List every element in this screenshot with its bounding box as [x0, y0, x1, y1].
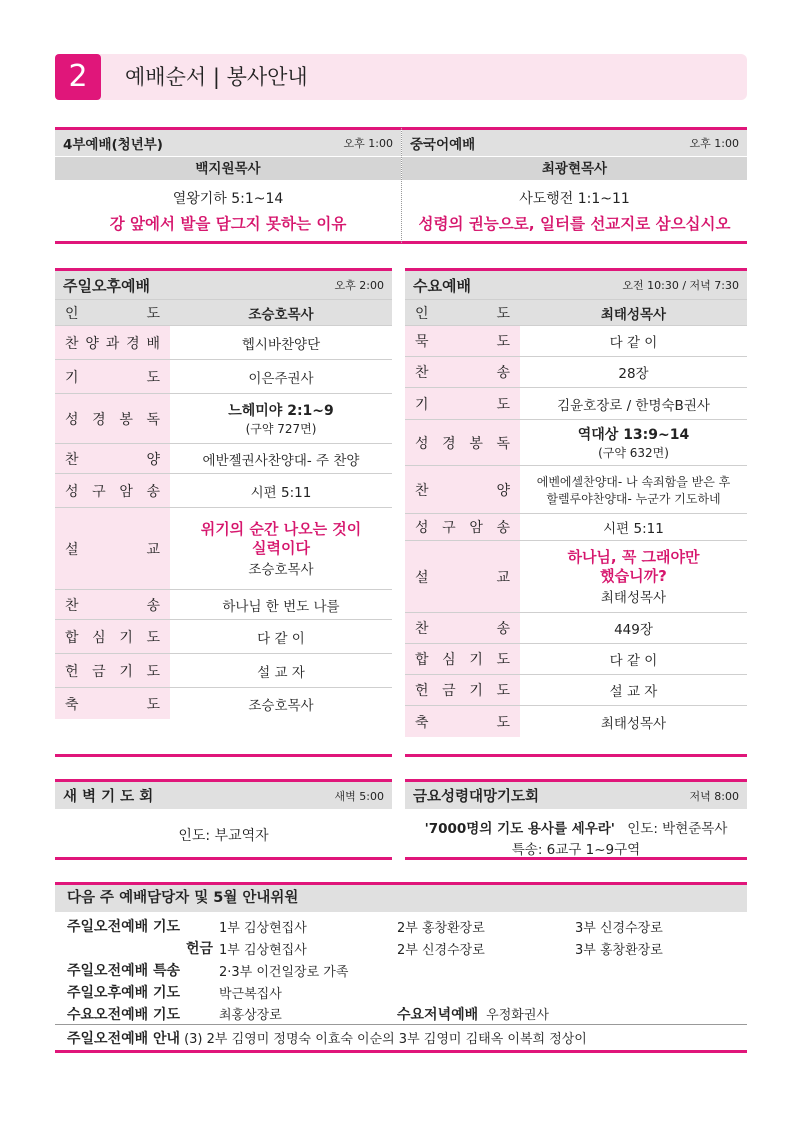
next-week-cell: 최홍상장로	[219, 1008, 282, 1023]
order-label-char: 헌	[65, 663, 79, 680]
order-value	[520, 326, 747, 356]
order-label-char: 찬	[65, 597, 79, 614]
order-value-sub: (구약 632면)	[598, 446, 669, 460]
next-week-cell: 3부 신경수장로	[575, 920, 663, 936]
order-row	[405, 674, 747, 705]
next-week-cell: 2부 홍창환장로	[397, 920, 485, 936]
order-value-text: 최태성목사	[600, 306, 667, 323]
next-week-line-5	[55, 1003, 747, 1025]
next-week-line-1	[67, 915, 747, 937]
next-week-cell: (3) 2부 김영미 정명숙 이효숙 이순의 3부 김영미 김태옥 이복희 정상이	[184, 1032, 587, 1047]
order-label-char: 도	[496, 334, 510, 350]
order-label-char: 기	[119, 663, 133, 680]
dawn-prayer-leader: 인도: 부교역자	[178, 828, 269, 844]
order-label-char: 송	[496, 365, 510, 381]
next-week-cell: 2부 신경수장로	[397, 942, 485, 958]
order-label-char: 송	[146, 483, 160, 500]
order-label-char: 송	[496, 621, 510, 637]
order-row	[55, 359, 392, 393]
friday-prayer-title: 금요성령대망기도회	[413, 789, 540, 805]
order-value	[170, 360, 392, 393]
order-row	[405, 387, 747, 419]
friday-prayer-theme: '7000명의 기도 용사를 세우라'	[424, 821, 615, 837]
next-week-section	[55, 882, 747, 1053]
order-label	[55, 654, 170, 687]
order-label-char: 합	[65, 629, 79, 646]
order-label-char: 독	[496, 435, 510, 452]
next-week-line-2	[67, 937, 747, 959]
order-label-char: 양	[85, 335, 99, 352]
next-week-cell: 1부 김상현집사	[219, 920, 307, 936]
order-label-char: 교	[496, 569, 510, 586]
order-value	[170, 620, 392, 653]
order-label-char: 송	[146, 597, 160, 614]
order-row	[55, 619, 392, 653]
order-row	[55, 507, 392, 589]
order-value	[520, 541, 747, 612]
order-label-char: 성	[415, 520, 429, 536]
order-value-text: 449장	[614, 622, 653, 638]
order-value	[170, 508, 392, 589]
order-row	[405, 705, 747, 737]
youth-scripture: 열왕기하 5:1~14	[172, 191, 284, 207]
order-label-char: 경	[442, 435, 456, 452]
order-label	[55, 360, 170, 393]
order-label-char: 성	[65, 483, 79, 500]
order-value	[170, 654, 392, 687]
order-label	[405, 420, 520, 465]
friday-prayer-line	[405, 817, 747, 837]
dawn-prayer-time: 새벽 5:00	[334, 789, 384, 803]
order-label	[55, 620, 170, 653]
wednesday-service	[405, 268, 747, 757]
order-label	[405, 388, 520, 419]
wednesday-time: 오전 10:30 / 저녁 7:30	[622, 279, 739, 292]
order-label-char: 암	[119, 483, 133, 500]
order-row	[405, 540, 747, 612]
order-value-text: 조승호목사	[248, 306, 314, 323]
chinese-service-title: 중국어예배	[410, 137, 476, 153]
order-value-text: 다 같 이	[609, 653, 658, 669]
order-value	[520, 644, 747, 674]
order-row	[55, 589, 392, 619]
youth-service-time: 오후 1:00	[343, 137, 393, 150]
dawn-prayer-box	[55, 779, 392, 860]
order-value-text: 헵시바찬양단	[241, 336, 321, 353]
order-label	[405, 644, 520, 674]
next-week-line-3	[67, 959, 747, 981]
order-label-char: 성	[65, 411, 79, 428]
order-label-char: 도	[146, 663, 160, 680]
next-week-cell: 1부 김상현집사	[219, 942, 307, 958]
order-row	[405, 299, 747, 325]
order-label-char: 찬	[415, 365, 429, 381]
next-week-label: 헌금	[185, 941, 213, 957]
order-label-char: 인	[415, 305, 429, 322]
sermon-title: 위기의 순간 나오는 것이	[200, 519, 362, 538]
order-value	[170, 394, 392, 443]
order-label-char: 묵	[415, 334, 429, 350]
order-row	[55, 653, 392, 687]
youth-service-title: 4부예배(청년부)	[63, 137, 163, 153]
order-value	[520, 675, 747, 705]
friday-prayer-leader: 인도: 박현준목사	[627, 821, 728, 837]
order-label-char: 기	[469, 652, 483, 668]
next-week-label: 주일오전예배 안내	[67, 1030, 181, 1047]
next-week-line-4	[67, 981, 747, 1003]
order-label-char: 과	[105, 335, 120, 352]
sunday-pm-time: 오후 2:00	[334, 279, 384, 292]
friday-prayer-special: 특송: 6교구 1~9구역	[511, 842, 641, 858]
order-label-char: 설	[415, 569, 429, 586]
order-row	[405, 419, 747, 465]
order-label	[55, 394, 170, 443]
order-label	[405, 613, 520, 643]
order-row	[405, 325, 747, 356]
next-week-cell: 2·3부 이건일장로 가족	[219, 964, 349, 980]
order-label-char: 경	[126, 335, 140, 352]
order-value	[170, 444, 392, 473]
order-label-char: 심	[92, 629, 106, 646]
order-label-char: 기	[119, 629, 133, 646]
order-row	[405, 513, 747, 540]
order-value-text: 설 교 자	[257, 664, 305, 681]
wednesday-header	[405, 271, 747, 299]
order-label-char: 찬	[65, 451, 79, 468]
sermon-title: 하나님, 꼭 그래야만	[567, 547, 700, 566]
order-label-char: 금	[442, 683, 456, 699]
order-row	[405, 612, 747, 643]
sunday-pm-service	[55, 268, 392, 757]
order-label-char: 양	[146, 451, 160, 468]
order-label	[55, 444, 170, 473]
next-week-label: 수요저녁예배	[397, 1006, 479, 1023]
youth-sermon: 강 앞에서 발을 담그지 못하는 이유	[109, 215, 347, 233]
sunday-pm-header	[55, 271, 392, 299]
wednesday-title: 수요예배	[413, 276, 471, 295]
next-week-line-6	[67, 1025, 747, 1050]
order-label-char: 도	[146, 629, 160, 646]
order-label	[55, 474, 170, 507]
order-value	[170, 688, 392, 719]
order-label-char: 헌	[415, 683, 429, 699]
order-label	[55, 508, 170, 589]
order-label	[55, 590, 170, 619]
section-header	[55, 54, 747, 100]
chinese-scripture: 사도행전 1:1~11	[519, 191, 630, 207]
order-value-text: 조승호목사	[248, 697, 314, 714]
order-value-text: 이은주권사	[248, 370, 314, 387]
chinese-preacher: 최광현목사	[402, 156, 747, 180]
order-label-char: 도	[146, 696, 160, 713]
order-label-char: 성	[415, 435, 429, 452]
order-value-text: 조승호목사	[248, 561, 314, 578]
order-label	[405, 706, 520, 737]
dawn-prayer-header	[55, 782, 392, 809]
order-label	[55, 326, 170, 359]
order-value	[170, 590, 392, 619]
order-value-text: 하나님 한 번도 나를	[222, 598, 340, 615]
order-label-char: 도	[496, 396, 510, 413]
order-value	[170, 326, 392, 359]
order-label-char: 도	[146, 305, 160, 322]
chinese-service-header	[402, 130, 747, 156]
order-label-char: 축	[415, 714, 429, 731]
next-week-cell: 3부 홍창환장로	[575, 942, 663, 958]
order-label-char: 찬	[65, 335, 79, 352]
order-label-char: 기	[65, 369, 79, 386]
order-label-char: 암	[469, 520, 483, 536]
order-label-char: 찬	[415, 482, 429, 499]
order-label	[405, 675, 520, 705]
next-week-cell: 우정화권사	[486, 1008, 549, 1023]
order-label-char: 도	[496, 683, 510, 699]
order-label	[55, 688, 170, 719]
order-label-char: 심	[442, 652, 456, 668]
order-label	[405, 541, 520, 612]
order-label	[405, 514, 520, 540]
chinese-service-box	[401, 127, 747, 244]
order-label-char: 구	[92, 483, 106, 500]
order-label-char: 교	[146, 541, 160, 558]
order-label-char: 도	[496, 714, 510, 731]
order-row	[55, 443, 392, 473]
order-row	[405, 465, 747, 513]
order-value	[520, 613, 747, 643]
order-value-text: 최태성목사	[600, 715, 667, 732]
order-label	[405, 466, 520, 513]
order-label	[55, 300, 170, 325]
order-label-char: 설	[65, 541, 79, 558]
order-value	[520, 706, 747, 737]
order-label-char: 축	[65, 696, 79, 713]
order-label-char: 찬	[415, 621, 429, 637]
order-label-char: 봉	[469, 435, 483, 452]
order-value-text: 역대상 13:9~14	[577, 427, 690, 443]
next-week-cell: 박근복집사	[219, 986, 282, 1002]
next-week-label: 주일오전예배 특송	[67, 963, 181, 979]
order-row	[55, 393, 392, 443]
order-label-char: 기	[469, 683, 483, 699]
next-week-label: 주일오후예배 기도	[67, 985, 181, 1001]
order-row	[405, 643, 747, 674]
order-label-char: 금	[92, 663, 106, 680]
section-number: 2	[55, 54, 101, 100]
order-label	[405, 357, 520, 387]
youth-service-header	[55, 130, 401, 156]
order-value-text: 다 같 이	[609, 335, 658, 351]
order-value	[170, 474, 392, 507]
order-label-char: 경	[92, 411, 106, 428]
order-label-char: 봉	[119, 411, 133, 428]
order-row	[55, 299, 392, 325]
dawn-prayer-title: 새 벽 기 도 회	[63, 789, 154, 805]
friday-prayer-time: 저녁 8:00	[689, 789, 739, 803]
sunday-pm-title: 주일오후예배	[63, 276, 150, 295]
youth-service-box	[55, 127, 401, 244]
order-label-char: 인	[65, 305, 79, 322]
order-value	[520, 420, 747, 465]
next-week-title: 다음 주 예배담당자 및 5월 안내위원	[55, 885, 747, 912]
order-label-char: 구	[442, 520, 456, 536]
order-value-text: 시편 5:11	[250, 484, 312, 501]
order-value-text: 다 같 이	[257, 630, 305, 647]
order-value	[520, 300, 747, 325]
order-value-sub: (구약 727면)	[245, 422, 317, 436]
order-row	[405, 356, 747, 387]
order-value-text: 28장	[618, 366, 649, 382]
order-value	[520, 466, 747, 513]
order-label-char: 배	[146, 335, 160, 352]
order-label-char: 양	[496, 482, 510, 499]
order-value-text: 에반젤권사찬양대- 주 찬양	[202, 452, 360, 469]
order-value-text: 시편 5:11	[603, 521, 664, 537]
chinese-service-time: 오후 1:00	[689, 137, 739, 150]
order-label-char: 도	[496, 652, 510, 668]
section-title: 예배순서 | 봉사안내	[125, 65, 308, 89]
order-label	[405, 326, 520, 356]
order-label-char: 송	[496, 520, 510, 536]
sermon-title: 실력이다	[252, 538, 310, 557]
order-value	[520, 514, 747, 540]
youth-preacher: 백지원목사	[55, 156, 401, 180]
order-value-text: 에벤에셀찬양대- 나 속죄함을 받은 후	[536, 474, 731, 489]
order-value-text: 할렐루야찬양대- 누군가 기도하네	[546, 491, 721, 506]
order-row	[55, 325, 392, 359]
order-label-char: 기	[415, 396, 429, 413]
order-value	[520, 388, 747, 419]
next-week-label: 주일오전예배 기도	[67, 919, 181, 935]
order-label-char: 독	[146, 411, 160, 428]
order-value	[520, 357, 747, 387]
order-value-text: 설 교 자	[609, 684, 658, 700]
order-label-char: 합	[415, 652, 429, 668]
sermon-title: 했습니까?	[600, 566, 667, 585]
order-label-char: 도	[146, 369, 160, 386]
order-label-char: 도	[496, 305, 510, 322]
friday-prayer-header	[405, 782, 747, 809]
next-week-label: 수요오전예배 기도	[67, 1006, 181, 1023]
order-value	[170, 300, 392, 325]
order-value-text: 느헤미야 2:1~9	[228, 403, 334, 419]
order-row	[55, 687, 392, 719]
order-row	[55, 473, 392, 507]
order-value-text: 김윤호장로 / 한명숙B권사	[557, 397, 710, 414]
friday-prayer-box	[405, 779, 747, 860]
chinese-sermon: 성령의 권능으로, 일터를 선교지로 삼으십시오	[418, 215, 731, 233]
order-label	[405, 300, 520, 325]
order-value-text: 최태성목사	[600, 589, 667, 606]
